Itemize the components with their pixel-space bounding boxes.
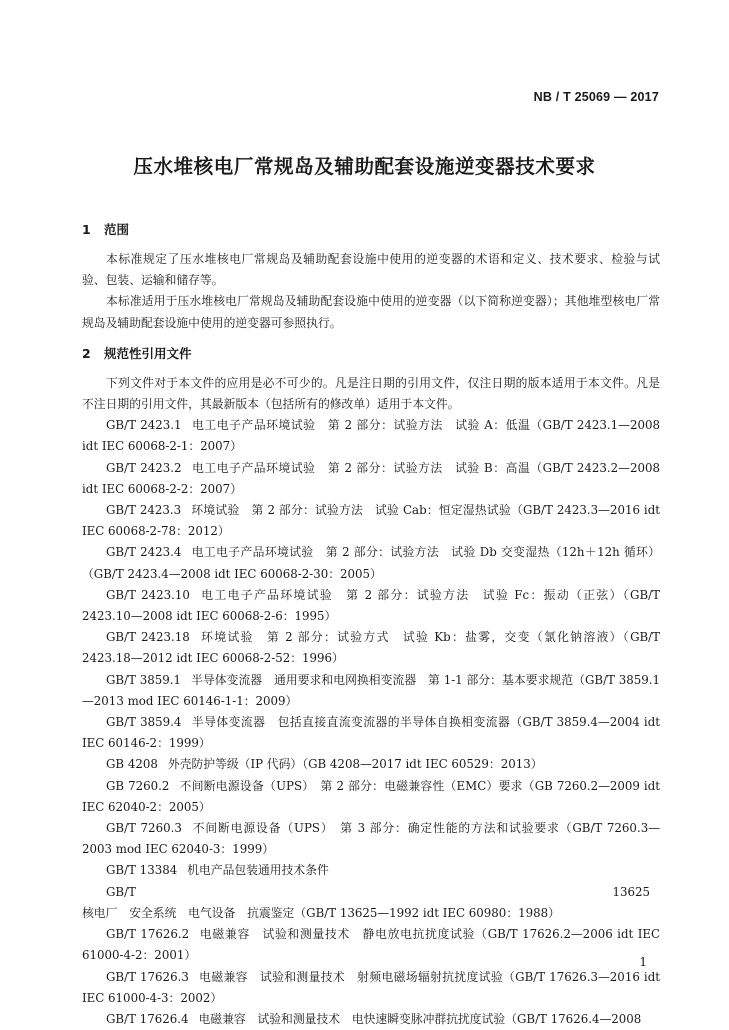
reference-text: 电工电子产品环境试验 第 2 部分：试验方法 试验 Fc：振动（正弦）（GB/T 2423.10—2008 idt IEC 60068-2-6：1995） (82, 587, 660, 624)
reference-text: 环境试验 第 2 部分：试验方式 试验 Kb：盐雾，交变（氯化钠溶液）（GB/T 2423.18—2012 idt IEC 60068-2-52：1996） (82, 630, 660, 666)
reference-text: 电工电子产品环境试验 第 2 部分：试验方法 试验 B：高温（GB/T 2423.2—2008 idt IEC 60068-2-2：2007） (82, 460, 660, 496)
reference-item (82, 754, 660, 775)
reference-text: 外壳防护等级（IP 代码）（GB 4208—2017 idt IEC 60529：2013） (167, 757, 543, 772)
reference-code: GB/T 2423.1 (106, 418, 182, 433)
reference-code: GB/T 2423.2 (106, 460, 182, 475)
reference-text: 机电产品包装通用技术条件 (187, 863, 329, 878)
reference-code: GB/T 13625 (106, 884, 650, 899)
reference-item (82, 967, 660, 1009)
reference-item (82, 627, 660, 669)
reference-item (82, 1009, 660, 1030)
reference-item (82, 670, 660, 712)
reference-item (82, 776, 660, 818)
reference-item (82, 458, 660, 500)
reference-code: GB/T 13384 (106, 863, 178, 878)
reference-text: 电磁兼容 试验和测量技术 电快速瞬变脉冲群抗扰度试验（GB/T 17626.4—2008 (198, 1011, 642, 1026)
paragraph: 本标准适用于压水堆核电厂常规岛及辅助配套设施中使用的逆变器（以下简称逆变器）；其他堆型核电厂常规岛及辅助配套设施中使用的逆变器可参照执行。 (82, 294, 660, 330)
reference-code: GB/T 3859.1 (106, 672, 182, 687)
section-heading-normative-references (82, 344, 660, 364)
paragraph: 本标准规定了压水堆核电厂常规岛及辅助配套设施中使用的逆变器的术语和定义、技术要求、检验与试验、包装、运输和储存等。 (82, 252, 660, 288)
reference-item (82, 415, 660, 457)
reference-item (82, 585, 660, 627)
reference-text: 环境试验 第 2 部分：试验方法 试验 Cab：恒定湿热试验（GB/T 2423.3—2016 idt IEC 60068-2-78：2012） (82, 503, 660, 539)
document-title: 压水堆核电厂常规岛及辅助配套设施逆变器技术要求 (133, 155, 596, 178)
section-number: 2 (82, 345, 91, 361)
reference-list (82, 415, 660, 1030)
reference-code: GB/T 2423.10 (106, 587, 190, 602)
reference-code: GB/T 3859.4 (106, 715, 182, 730)
reference-text: 电磁兼容 试验和测量技术 静电放电抗扰度试验（GB/T 17626.2—2006 idt IEC 61000-4-2：2001） (82, 927, 660, 963)
reference-code: GB/T 17626.2 (106, 927, 190, 942)
reference-text: 半导体变流器 包括直接直流变流器的半导体自换相变流器（GB/T 3859.4—2004 idt IEC 60146-2：1999） (82, 715, 660, 751)
reference-text: 不间断电源设备（UPS） 第 2 部分：电磁兼容性（EMC）要求（GB 7260.2—2009 idt IEC 62040-2：2005） (82, 778, 661, 814)
reference-item (82, 860, 660, 881)
standard-number: NB / T 25069 — 2017 (533, 90, 659, 104)
section-heading-scope (82, 220, 660, 240)
reference-code: GB/T 17626.4 (106, 1011, 189, 1026)
page-number: 1 (639, 955, 647, 969)
section-number: 1 (82, 222, 91, 237)
section-title: 范围 (104, 222, 130, 237)
reference-code: GB 7260.2 (106, 778, 170, 793)
reference-item (82, 818, 660, 860)
section-title: 规范性引用文件 (104, 345, 192, 361)
reference-code: GB 4208 (106, 757, 158, 772)
reference-text: 电磁兼容 试验和测量技术 射频电磁场辐射抗扰度试验（GB/T 17626.3—2016 idt IEC 61000-4-3：2002） (82, 969, 660, 1005)
reference-text: 不间断电源设备（UPS） 第 3 部分：确定性能的方法和试验要求（GB/T 7260.3—2003 mod IEC 62040-3：1999） (82, 821, 660, 857)
document-body (82, 220, 660, 1030)
reference-text: 核电厂 安全系统 电气设备 抗震鉴定（GB/T 13625—1992 idt IEC 60980：1988） (82, 905, 560, 920)
reference-code: GB/T 7260.3 (106, 821, 182, 836)
reference-text: 电工电子产品环境试验 第 2 部分：试验方法 试验 Db 交变湿热（12h＋12h 循环）（GB/T 2423.4—2008 idt IEC 60068-2-30：2005） (82, 545, 660, 581)
reference-code: GB/T 2423.4 (106, 545, 182, 560)
reference-code: GB/T 2423.3 (106, 503, 182, 518)
reference-item (82, 712, 660, 754)
reference-text: 电工电子产品环境试验 第 2 部分：试验方法 试验 A：低温（GB/T 2423.1—2008 idt IEC 60068-2-1：2007） (82, 418, 661, 454)
reference-item (82, 542, 660, 584)
reference-item (82, 924, 660, 966)
reference-code: GB/T 17626.3 (106, 969, 189, 984)
reference-item (82, 500, 660, 542)
paragraph: 下列文件对于本文件的应用是必不可少的。凡是注日期的引用文件，仅注日期的版本适用于本文件。凡是不注日期的引用文件，其最新版本（包括所有的修改单）适用于本文件。 (82, 375, 660, 412)
reference-code: GB/T 2423.18 (106, 630, 190, 645)
reference-text: 半导体变流器 通用要求和电网换相变流器 第 1-1 部分：基本要求规范（GB/T 3859.1—2013 mod IEC 60146-1-1：2009） (82, 672, 660, 708)
reference-item (82, 882, 660, 924)
